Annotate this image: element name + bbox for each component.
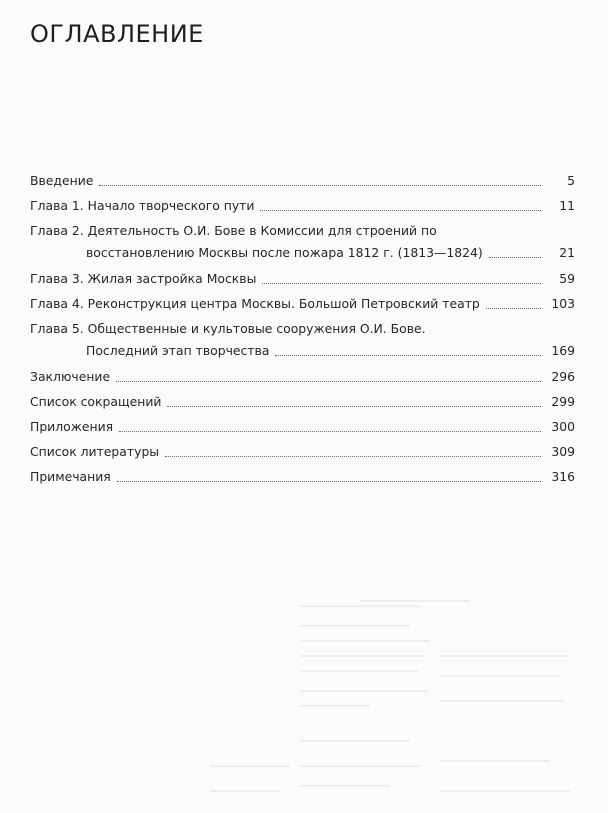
toc-entry-chapter-3[interactable] bbox=[30, 268, 575, 293]
toc-entry-label: Глава 2. Деятельность О.И. Бове в Комиссии для строений по bbox=[30, 223, 437, 238]
dot-leader bbox=[165, 456, 541, 457]
table-of-contents bbox=[30, 170, 575, 491]
toc-entry-page: 309 bbox=[551, 444, 575, 459]
dot-leader bbox=[486, 308, 541, 309]
toc-entry-label: Заключение bbox=[30, 369, 111, 384]
toc-entry-conclusion[interactable] bbox=[30, 366, 575, 391]
toc-entry-abbreviations[interactable] bbox=[30, 391, 575, 416]
dot-leader bbox=[262, 283, 541, 284]
toc-entry-label: Глава 5. Общественные и культовые сооружения О.И. Бове. bbox=[30, 321, 426, 336]
toc-entry-chapter-2[interactable] bbox=[30, 220, 575, 267]
dot-leader bbox=[260, 210, 541, 211]
toc-entry-label: Глава 4. Реконструкция центра Москвы. Большой Петровский театр bbox=[30, 296, 480, 311]
toc-entry-page: 169 bbox=[551, 343, 575, 358]
toc-entry-label: Примечания bbox=[30, 469, 111, 484]
dot-leader bbox=[116, 381, 541, 382]
toc-entry-page: 103 bbox=[551, 296, 575, 311]
dot-leader bbox=[489, 257, 541, 258]
toc-entry-page: 5 bbox=[567, 173, 575, 188]
toc-entry-page: 21 bbox=[559, 245, 575, 260]
toc-entry-chapter-5[interactable] bbox=[30, 318, 575, 365]
dot-leader bbox=[275, 355, 541, 356]
toc-entry-page: 59 bbox=[559, 271, 575, 286]
toc-entry-appendices[interactable] bbox=[30, 416, 575, 441]
toc-entry-label: Глава 3. Жилая застройка Москвы bbox=[30, 271, 257, 286]
dot-leader bbox=[119, 431, 541, 432]
toc-entry-label: Список литературы bbox=[30, 444, 160, 459]
toc-entry-label: Глава 1. Начало творческого пути bbox=[30, 198, 255, 213]
toc-entry-label: Список сокращений bbox=[30, 394, 162, 409]
toc-entry-introduction[interactable] bbox=[30, 170, 575, 195]
dot-leader bbox=[117, 481, 541, 482]
toc-entry-page: 296 bbox=[551, 369, 575, 384]
toc-entry-chapter-4[interactable] bbox=[30, 293, 575, 318]
toc-entry-label: Приложения bbox=[30, 419, 114, 434]
toc-entry-label-continued: восстановлению Москвы после пожара 1812 г. (1813—1824) bbox=[86, 245, 483, 260]
toc-entry-page: 300 bbox=[551, 419, 575, 434]
dot-leader bbox=[99, 185, 541, 186]
toc-entry-bibliography[interactable] bbox=[30, 441, 575, 466]
toc-entry-label: Введение bbox=[30, 173, 94, 188]
toc-entry-page: 316 bbox=[551, 469, 575, 484]
dot-leader bbox=[167, 406, 541, 407]
toc-entry-page: 299 bbox=[551, 394, 575, 409]
toc-entry-page: 11 bbox=[559, 198, 575, 213]
toc-entry-notes[interactable] bbox=[30, 466, 575, 491]
toc-entry-label-continued: Последний этап творчества bbox=[86, 343, 270, 358]
toc-entry-chapter-1[interactable] bbox=[30, 195, 575, 220]
page-title: ОГЛАВЛЕНИЕ bbox=[30, 20, 204, 48]
